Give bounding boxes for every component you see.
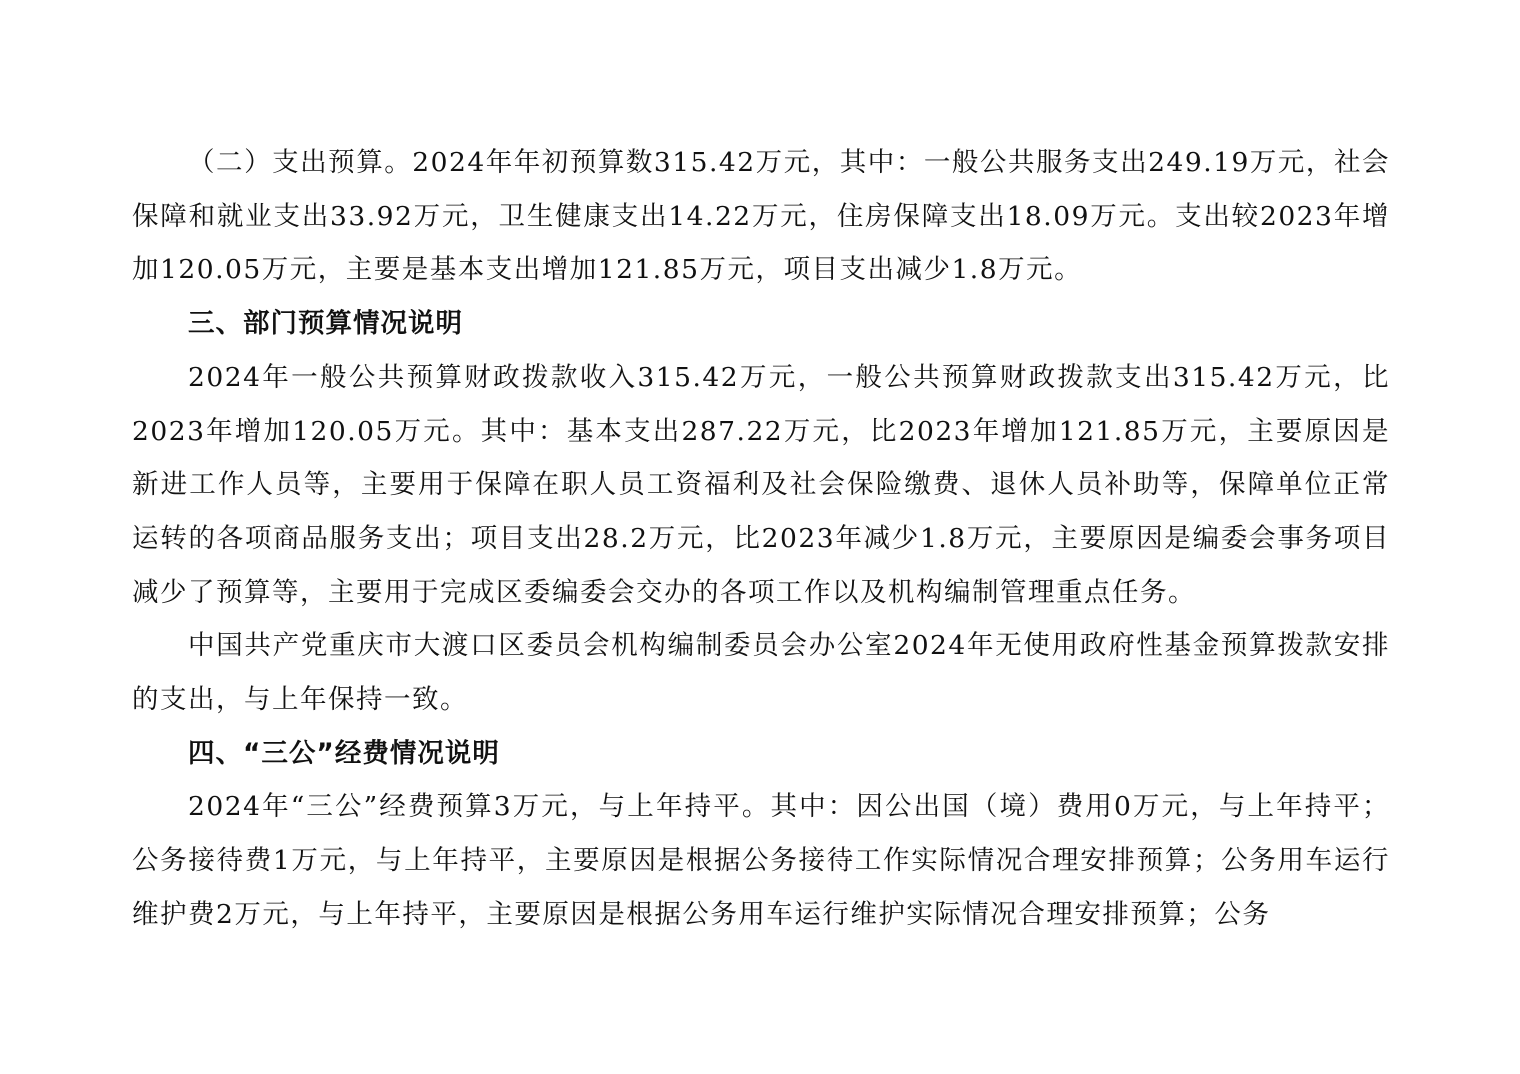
section-heading-department-budget: 三、部门预算情况说明 [188,308,463,340]
section-heading-three-public-expenses: 四、“三公”经费情况说明 [188,737,500,769]
paragraph-expenditure-budget: （二）支出预算。2024年年初预算数315.42万元，其中：一般公共服务支出249.19万元，社会保障和就业支出33.92万元，卫生健康支出14.22万元，住房保障支出18.09万元。支出较2023年增加120.05万元，主要是基本支出增加121.85万元，项目支出减少1.8万元。 [132,147,1390,286]
document-body [132,136,1390,942]
paragraph-general-public-budget: 2024年一般公共预算财政拨款收入315.42万元，一般公共预算财政拨款支出315.42万元，比2023年增加120.05万元。其中：基本支出287.22万元，比2023年增加121.85万元，主要原因是新进工作人员等，主要用于保障在职人员工资福利及社会保险缴费、退休人员补助等，保障单位正常运转的各项商品服务支出；项目支出28.2万元，比2023年减少1.8万元，主要原因是编委会事务项目减少了预算等，主要用于完成区委编委会交办的各项工作以及机构编制管理重点任务。 [132,361,1390,608]
paragraph-three-public-expenses: 2024年“三公”经费预算3万元，与上年持平。其中：因公出国（境）费用0万元，与上年持平；公务接待费1万元，与上年持平，主要原因是根据公务接待工作实际情况合理安排预算；公务用车运行维护费2万元，与上年持平，主要原因是根据公务用车运行维护实际情况合理安排预算；公务 [132,791,1391,930]
paragraph-government-fund: 中国共产党重庆市大渡口区委员会机构编制委员会办公室2024年无使用政府性基金预算拨款安排的支出，与上年保持一致。 [132,630,1390,716]
